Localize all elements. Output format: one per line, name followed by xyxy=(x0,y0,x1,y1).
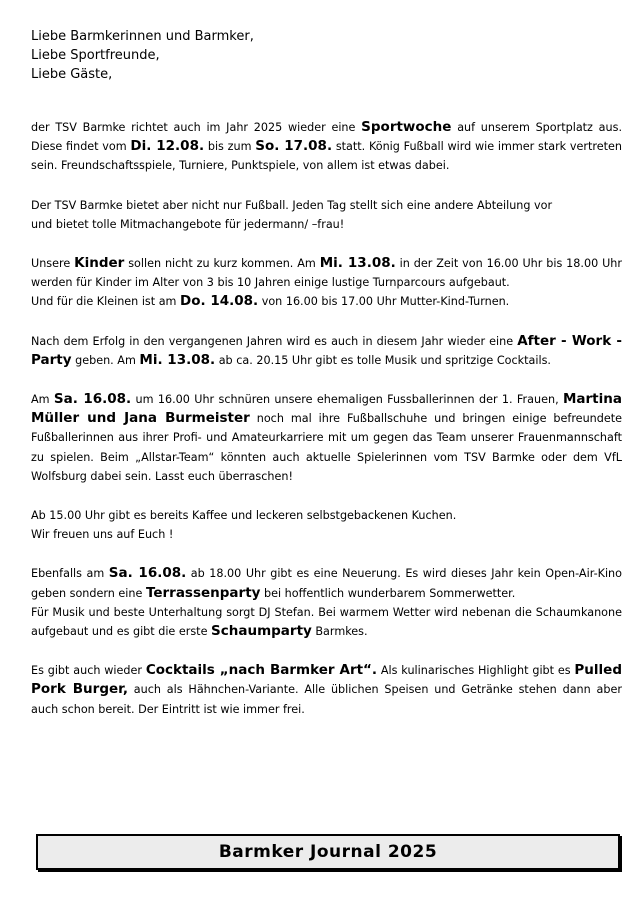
footer-banner xyxy=(36,834,620,870)
text: Als kulinarisches Highlight gibt es xyxy=(377,664,575,678)
text: Nach dem Erfolg in den vergangenen Jahren wird es auch in diesem Jahr wieder eine xyxy=(31,334,518,348)
highlight-burger: Pulled Pork Burger, xyxy=(31,662,622,698)
highlight-after-work-party: After - Work - Party xyxy=(31,332,622,368)
paragraph-cocktails xyxy=(31,661,622,719)
text: in der Zeit von 16.00 Uhr bis 18.00 Uhr werden für Kinder im Alter von 3 bis 10 Jahren einige lustige Turnparcours aufgebaut. xyxy=(31,257,622,290)
text: ab 18.00 Uhr gibt es eine Neuerung. Es wird dieses Jahr kein Open-Air-Kino geben sondern eine xyxy=(31,567,622,600)
highlight-date: Di. 12.08. xyxy=(130,138,205,155)
highlight-date: So. 17.08. xyxy=(255,138,333,155)
paragraph-afterwork xyxy=(31,332,622,370)
highlight-terrassenparty: Terrassenparty xyxy=(145,584,261,601)
paragraph-abteilungen xyxy=(31,196,622,234)
footer-title: Barmker Journal 2025 xyxy=(218,842,438,862)
text: Unsere xyxy=(31,257,75,271)
letter-body xyxy=(31,27,622,719)
text: auf unserem Sportplatz aus. Diese findet vom xyxy=(31,121,623,154)
text: statt. König Fußball wird wie immer stark vertreten sein. Freundschaftsspiele, Turniere, Punktspiele, von allem ist etwas dabei. xyxy=(31,140,622,173)
highlight-kinder: Kinder xyxy=(74,255,125,272)
text: noch mal ihre Fußballschuhe und bringen einige befreundete Fußballerinnen aus ihrer Profi- und Amateurkarriere mit um gegen das Team unserer Frauenmannschaft zu spielen. Beim „Allstar-Team“ könnten auch aktuelle Spielerinnen vom TSV Barmke oder dem VfL Wolfsburg dabei sein. Lasst euch überraschen! xyxy=(31,412,623,483)
highlight-date: Mi. 13.08. xyxy=(139,351,216,368)
text: ab ca. 20.15 Uhr gibt es tolle Musik und spritzige Cocktails. xyxy=(215,353,551,367)
highlight-cocktails: Cocktails „nach Barmker Art“. xyxy=(145,662,378,679)
text: auch als Hähnchen-Variante. Alle üblichen Speisen und Getränke stehen dann aber auch schon bereit. Der Eintritt ist wie immer frei. xyxy=(31,683,622,716)
highlight-names: Martina Müller und Jana Burmeister xyxy=(31,391,622,427)
text: geben. Am xyxy=(71,353,140,367)
greeting xyxy=(31,27,622,84)
highlight-date: Mi. 13.08. xyxy=(319,255,396,272)
text: und bietet tolle Mitmachangebote für jedermann/ –frau! xyxy=(31,217,345,231)
text: um 16.00 Uhr schnüren unsere ehemaligen Fussballerinnen der 1. Frauen, xyxy=(131,393,563,407)
text: Für Musik und beste Unterhaltung sorgt DJ Stefan. Bei warmem Wetter wird nebenan die Schaumkanone aufgebaut und es gibt die erste xyxy=(31,605,622,639)
text: Wir freuen uns auf Euch ! xyxy=(31,528,174,542)
text: Der TSV Barmke bietet aber nicht nur Fußball. Jeden Tag stellt sich eine andere Abteilung vor xyxy=(31,198,553,212)
text: Ebenfalls am xyxy=(31,567,109,581)
text: Ab 15.00 Uhr gibt es bereits Kaffee und leckeren selbstgebackenen Kuchen. xyxy=(31,509,457,523)
text: Barmkes. xyxy=(311,625,368,639)
paragraph-allstar xyxy=(31,390,622,486)
highlight-date: Do. 14.08. xyxy=(180,293,259,310)
text: der TSV Barmke richtet auch im Jahr 2025 wieder eine xyxy=(31,121,362,134)
text: Es gibt auch wieder xyxy=(31,664,146,678)
highlight-date: Sa. 16.08. xyxy=(53,391,132,408)
greeting-line: Liebe Barmkerinnen und Barmker, xyxy=(31,29,254,44)
paragraph-terrassenparty xyxy=(31,564,622,641)
greeting-line: Liebe Gäste, xyxy=(31,67,113,82)
paragraph-kaffee xyxy=(31,506,622,544)
greeting-line: Liebe Sportfreunde, xyxy=(31,48,160,63)
highlight-sportwoche: Sportwoche xyxy=(361,119,452,135)
text: von 16.00 bis 17.00 Uhr Mutter-Kind-Turnen. xyxy=(258,295,510,309)
text: Und für die Kleinen ist am xyxy=(31,295,181,309)
text: sollen nicht zu kurz kommen. Am xyxy=(124,257,320,271)
text: Am xyxy=(31,393,54,407)
text: bei hoffentlich wunderbarem Sommerwetter. xyxy=(260,586,516,600)
paragraph-kinder xyxy=(31,254,622,312)
highlight-schaumparty: Schaumparty xyxy=(211,623,312,640)
paragraph-sportwoche xyxy=(31,118,622,176)
highlight-date: Sa. 16.08. xyxy=(108,565,187,582)
text: bis zum xyxy=(204,140,256,154)
